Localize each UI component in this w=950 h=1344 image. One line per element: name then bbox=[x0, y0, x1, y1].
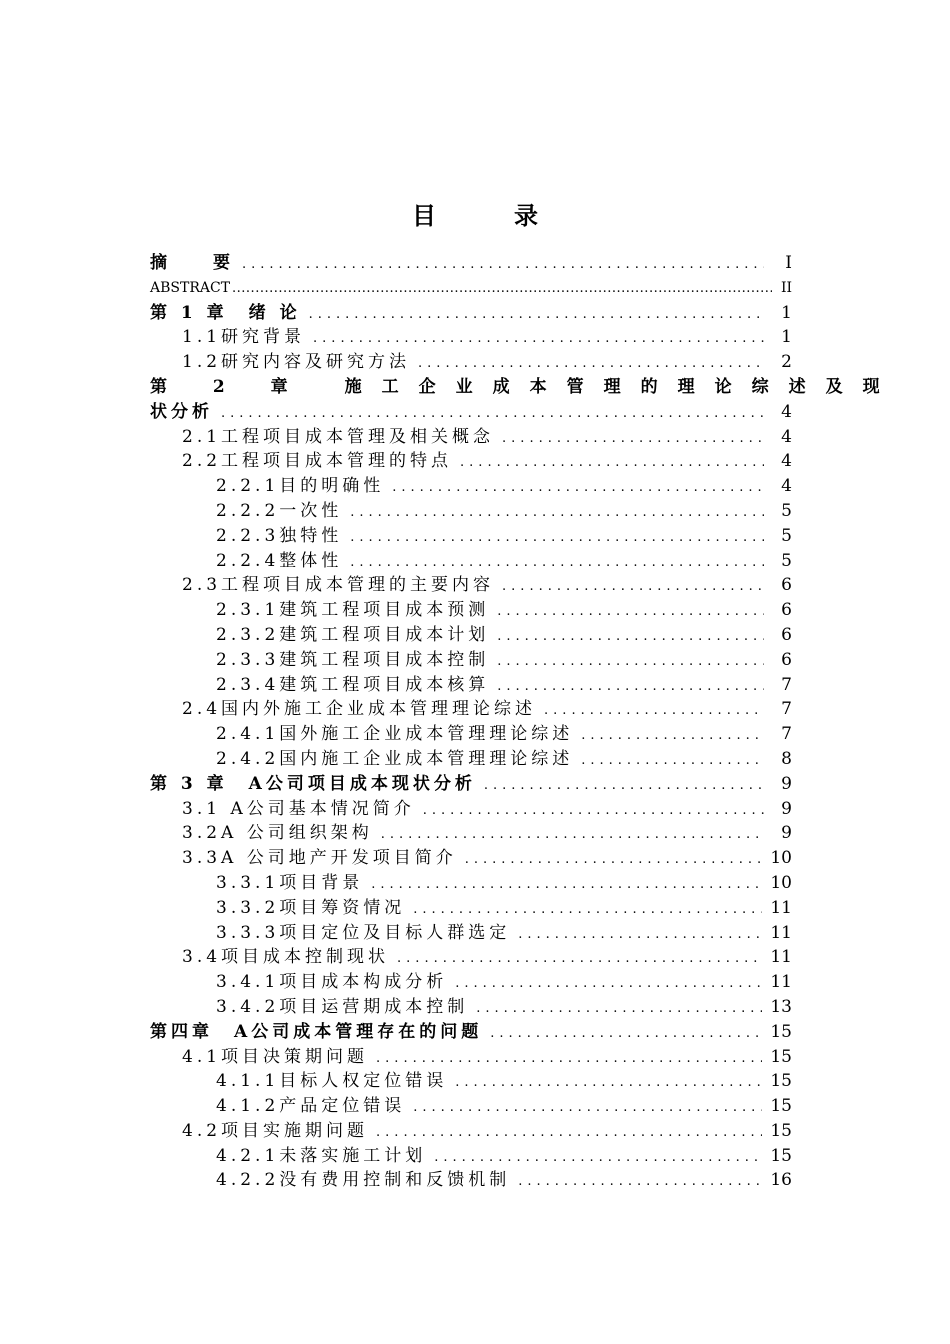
toc-entry-page-number: 15 bbox=[770, 1071, 792, 1092]
toc-entry-page-number: 4 bbox=[781, 426, 792, 447]
toc-entry-page-number: 6 bbox=[781, 575, 792, 596]
toc-entry[interactable] bbox=[150, 896, 792, 921]
toc-entry-title: 2.4.2国内施工企业成本管理理论综述 bbox=[216, 748, 574, 769]
toc-entry-title: 3.4项目成本控制现状 bbox=[182, 947, 390, 968]
toc-entry[interactable] bbox=[150, 425, 792, 450]
toc-entry-page-number: 9 bbox=[781, 773, 792, 794]
toc-entry-title: 第 3 章 A公司项目成本现状分析 bbox=[150, 773, 476, 794]
dot-leader bbox=[497, 625, 764, 650]
toc-entry-page-number: 16 bbox=[770, 1170, 792, 1191]
toc-entry-title: 4.1.1目标人权定位错误 bbox=[216, 1071, 448, 1092]
toc-entry[interactable] bbox=[150, 821, 792, 846]
dot-leader bbox=[221, 402, 764, 427]
toc-entry[interactable] bbox=[150, 499, 792, 524]
toc-entry-page-number: 2 bbox=[781, 352, 792, 373]
dot-leader bbox=[497, 650, 764, 675]
toc-entry-title: 3.3.2项目筹资情况 bbox=[216, 897, 406, 918]
toc-entry-title: 第四章 A公司成本管理存在的问题 bbox=[150, 1021, 483, 1042]
toc-entry[interactable] bbox=[150, 623, 792, 648]
toc-entry-page-number: 7 bbox=[781, 674, 792, 695]
dot-leader bbox=[371, 873, 762, 898]
toc-entry[interactable] bbox=[150, 871, 792, 896]
toc-entry-page-number: 5 bbox=[781, 525, 792, 546]
toc-entry[interactable] bbox=[150, 573, 792, 598]
dot-leader bbox=[423, 799, 764, 824]
toc-entry-title: 2.2.3独特性 bbox=[216, 525, 343, 546]
toc-entry[interactable] bbox=[150, 1168, 792, 1193]
toc-entry-page-number: 15 bbox=[770, 1021, 792, 1042]
dot-leader bbox=[392, 476, 764, 501]
dot-leader bbox=[518, 923, 762, 948]
dot-leader bbox=[313, 327, 764, 352]
toc-entry-page-number: 6 bbox=[781, 649, 792, 670]
toc-entry-page-number: 1 bbox=[781, 327, 792, 348]
toc-entry[interactable] bbox=[150, 747, 792, 772]
toc-entry-title: 2.2.4整体性 bbox=[216, 550, 343, 571]
toc-entry-title: 3.4.1项目成本构成分析 bbox=[216, 972, 448, 993]
toc-entry-page-number: 10 bbox=[770, 872, 792, 893]
toc-entry-page-number: II bbox=[780, 279, 792, 296]
dot-leader bbox=[455, 1071, 762, 1096]
toc-entry-title: 4.2.1未落实施工计划 bbox=[216, 1145, 427, 1166]
page-title: 目录 bbox=[412, 201, 616, 230]
toc-entry-page-number: 9 bbox=[781, 823, 792, 844]
dot-leader bbox=[397, 947, 762, 972]
dot-leader bbox=[518, 1170, 762, 1195]
toc-entry-title: 2.3工程项目成本管理的主要内容 bbox=[182, 575, 495, 596]
toc-entry[interactable] bbox=[150, 1069, 792, 1094]
dot-leader bbox=[476, 997, 762, 1022]
toc-entry[interactable] bbox=[150, 449, 792, 474]
toc-entry-title: 4.1项目决策期问题 bbox=[182, 1046, 369, 1067]
toc-entry[interactable] bbox=[150, 1144, 792, 1169]
toc-entry[interactable] bbox=[150, 673, 792, 698]
toc-entry-title: 4.2项目实施期问题 bbox=[182, 1120, 369, 1141]
toc-entry[interactable] bbox=[150, 945, 792, 970]
toc-entry-page-number: 11 bbox=[770, 947, 792, 968]
toc-entry[interactable] bbox=[150, 995, 792, 1020]
toc-entry[interactable] bbox=[150, 524, 792, 549]
toc-entry-page-number: I bbox=[785, 253, 792, 273]
toc-entry-title: 2.4.1国外施工企业成本管理理论综述 bbox=[216, 724, 574, 745]
toc-entry-page-number: 4 bbox=[781, 401, 792, 422]
toc-entry-title: 3.3.1项目背景 bbox=[216, 872, 364, 893]
dot-leader bbox=[490, 1022, 762, 1047]
dot-leader bbox=[581, 724, 764, 749]
toc-entry-page-number: 15 bbox=[770, 1145, 792, 1166]
toc-entry[interactable] bbox=[150, 697, 792, 722]
toc-entry-title: ABSTRACT bbox=[150, 279, 231, 296]
toc-entry[interactable] bbox=[150, 400, 792, 425]
toc-entry-page-number: 7 bbox=[781, 724, 792, 745]
dot-leader bbox=[413, 1096, 762, 1121]
toc-entry-page-number: 11 bbox=[770, 972, 792, 993]
toc-entry-page-number: 5 bbox=[781, 500, 792, 521]
toc-entry-title: 状分析 bbox=[150, 401, 213, 422]
toc-entry[interactable] bbox=[150, 474, 792, 499]
dot-leader bbox=[418, 352, 764, 377]
dot-leader bbox=[544, 699, 764, 724]
toc-entry[interactable] bbox=[150, 921, 792, 946]
toc-entry-page-number: 4 bbox=[781, 476, 792, 497]
dot-leader bbox=[497, 675, 764, 700]
dot-leader bbox=[232, 277, 772, 302]
toc-entry[interactable] bbox=[150, 1094, 792, 1119]
toc-entry-page-number: 6 bbox=[781, 600, 792, 621]
toc-entry-page-number: 1 bbox=[781, 302, 792, 323]
dot-leader bbox=[484, 774, 764, 799]
toc-entry-page-number: 8 bbox=[781, 748, 792, 769]
toc-entry-title: 2.2.1目的明确性 bbox=[216, 476, 385, 497]
dot-leader bbox=[381, 823, 764, 848]
toc-entry-page-number: 11 bbox=[770, 922, 792, 943]
toc-entry-title: 3.3.3项目定位及目标人群选定 bbox=[216, 922, 511, 943]
toc-entry[interactable] bbox=[150, 648, 792, 673]
toc-entry-page-number: 5 bbox=[781, 550, 792, 571]
toc-entry[interactable] bbox=[150, 251, 792, 276]
toc-entry[interactable] bbox=[150, 970, 792, 995]
dot-leader bbox=[309, 303, 764, 328]
toc-entry[interactable] bbox=[150, 301, 792, 326]
toc-entry-title: 2.4国内外施工企业成本管理理论综述 bbox=[182, 699, 537, 720]
toc-entry[interactable] bbox=[150, 325, 792, 350]
dot-leader bbox=[376, 1047, 762, 1072]
toc-entry-title: 3.3A 公司地产开发项目简介 bbox=[182, 848, 457, 869]
dot-leader bbox=[465, 848, 763, 873]
toc-entry-title: 第 1 章 绪 论 bbox=[150, 302, 301, 323]
dot-leader bbox=[350, 526, 764, 551]
dot-leader bbox=[497, 600, 764, 625]
toc-entry-title: 2.3.1建筑工程项目成本预测 bbox=[216, 600, 490, 621]
toc-entry[interactable] bbox=[150, 722, 792, 747]
toc-entry-page-number: 15 bbox=[770, 1096, 792, 1117]
table-of-contents bbox=[150, 251, 900, 1193]
toc-entry[interactable] bbox=[150, 598, 792, 623]
dot-leader bbox=[455, 972, 762, 997]
toc-entry-title: 2.3.4建筑工程项目成本核算 bbox=[216, 674, 490, 695]
toc-entry-title: 2.3.2建筑工程项目成本计划 bbox=[216, 624, 490, 645]
toc-entry[interactable] bbox=[150, 1119, 792, 1144]
toc-entry[interactable] bbox=[150, 1020, 792, 1045]
toc-entry-title: 2.2工程项目成本管理的特点 bbox=[182, 451, 453, 472]
toc-entry-title: 2.2.2一次性 bbox=[216, 500, 343, 521]
toc-entry-title: 1.2研究内容及研究方法 bbox=[182, 352, 411, 373]
toc-entry-title: 摘 要 bbox=[150, 253, 234, 273]
dot-leader bbox=[350, 501, 764, 526]
toc-entry-page-number: 15 bbox=[770, 1046, 792, 1067]
dot-leader bbox=[242, 253, 764, 278]
toc-entry[interactable] bbox=[150, 276, 792, 301]
toc-entry-page-number: 9 bbox=[781, 798, 792, 819]
toc-entry[interactable] bbox=[150, 549, 792, 574]
toc-entry-title: 3.1 A公司基本情况简介 bbox=[182, 798, 415, 819]
toc-entry-title: 4.1.2产品定位错误 bbox=[216, 1096, 406, 1117]
dot-leader bbox=[502, 575, 764, 600]
dot-leader bbox=[413, 898, 762, 923]
toc-entry-page-number: 10 bbox=[770, 848, 792, 869]
toc-entry[interactable] bbox=[150, 772, 792, 797]
toc-entry[interactable] bbox=[150, 846, 792, 871]
dot-leader bbox=[434, 1146, 762, 1171]
toc-entry-title: 第 2 章 施工企业成本管理的理论综述及现 bbox=[150, 376, 900, 397]
toc-entry[interactable] bbox=[150, 350, 792, 375]
dot-leader bbox=[502, 427, 764, 452]
toc-entry-page-number: 11 bbox=[770, 897, 792, 918]
toc-entry-page-number: 13 bbox=[770, 996, 792, 1017]
toc-entry[interactable] bbox=[150, 797, 792, 822]
toc-entry-title: 2.3.3建筑工程项目成本控制 bbox=[216, 649, 490, 670]
toc-entry-page-number: 6 bbox=[781, 624, 792, 645]
toc-entry-title: 4.2.2没有费用控制和反馈机制 bbox=[216, 1170, 511, 1191]
toc-entry-title: 1.1研究背景 bbox=[182, 327, 306, 348]
toc-entry[interactable] bbox=[150, 1045, 792, 1070]
toc-entry[interactable] bbox=[150, 375, 900, 400]
toc-entry-title: 2.1工程项目成本管理及相关概念 bbox=[182, 426, 495, 447]
toc-entry-title: 3.4.2项目运营期成本控制 bbox=[216, 996, 469, 1017]
dot-leader bbox=[581, 749, 764, 774]
toc-entry-title: 3.2A 公司组织架构 bbox=[182, 823, 373, 844]
toc-entry-page-number: 4 bbox=[781, 451, 792, 472]
toc-entry-page-number: 7 bbox=[781, 699, 792, 720]
toc-entry-page-number: 15 bbox=[770, 1120, 792, 1141]
dot-leader bbox=[350, 551, 764, 576]
dot-leader bbox=[376, 1121, 762, 1146]
dot-leader bbox=[460, 451, 764, 476]
